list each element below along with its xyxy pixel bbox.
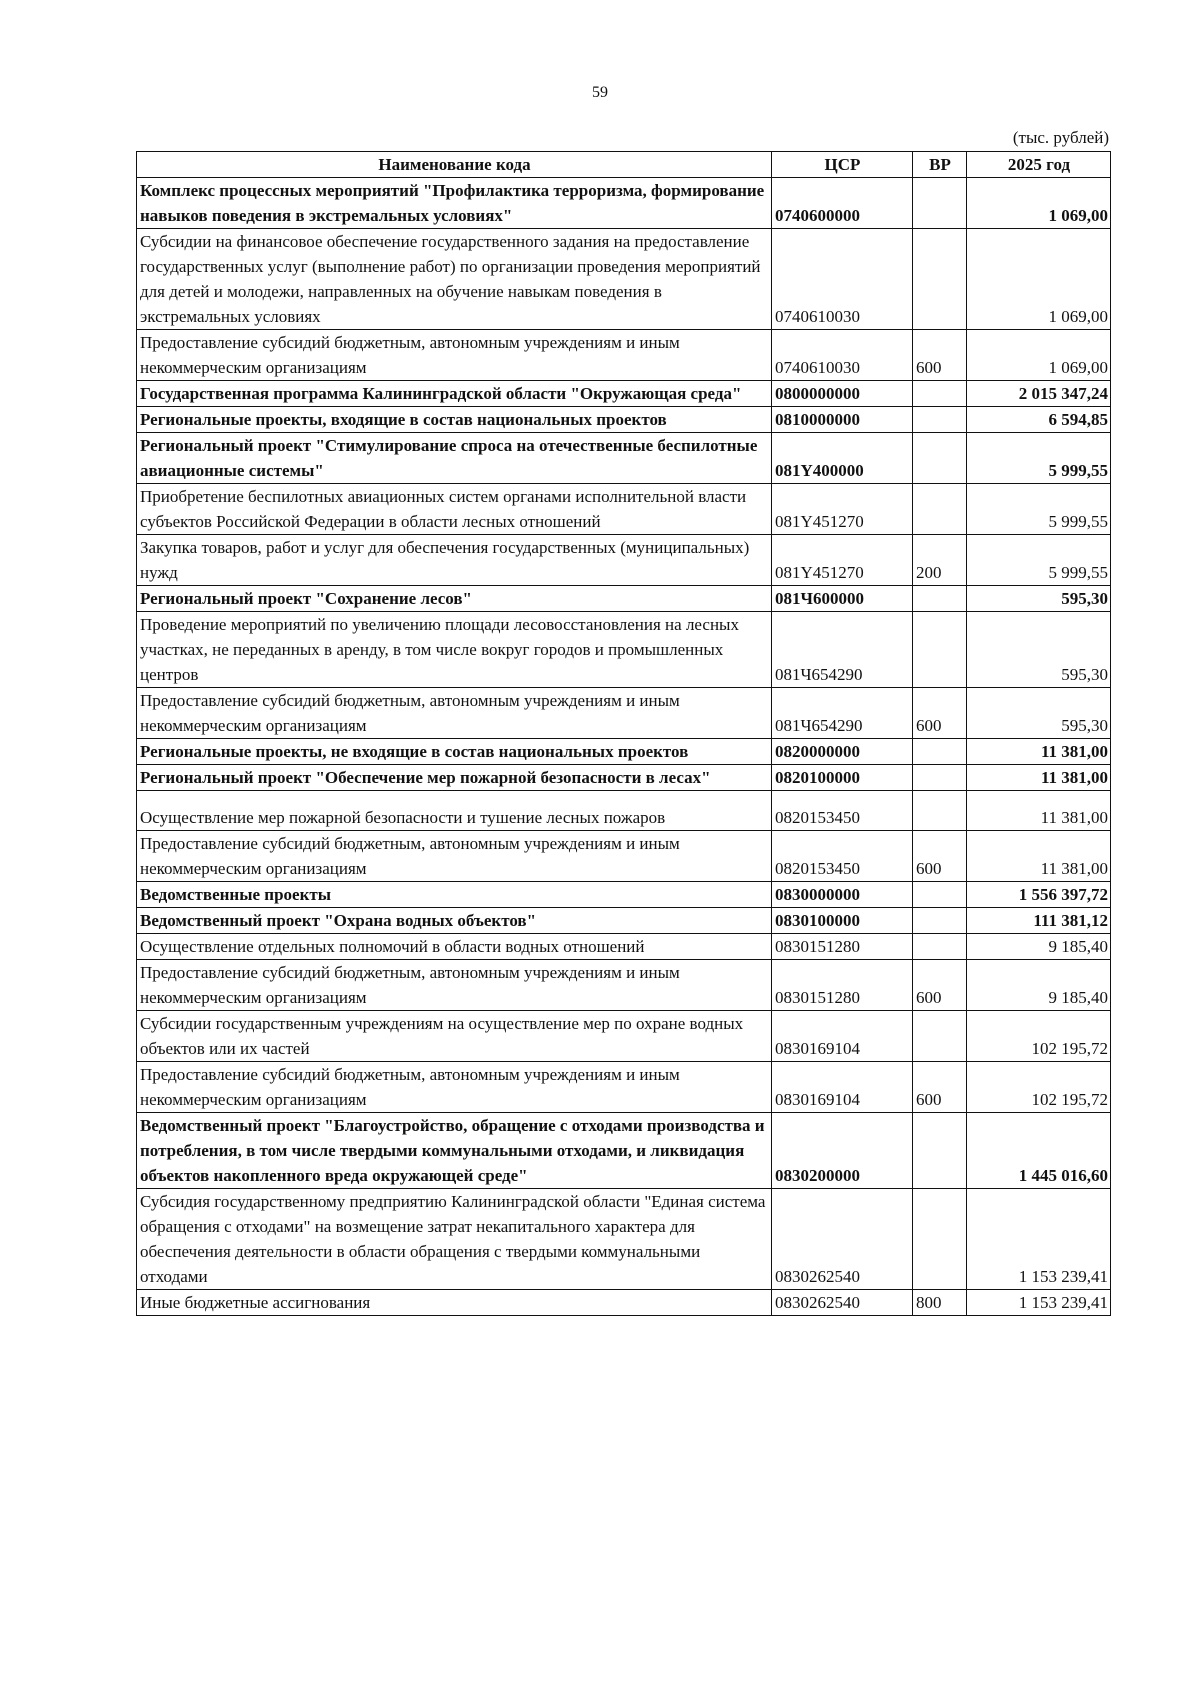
table-row bbox=[137, 739, 1111, 765]
row-csr-cell: 081Ч654290 bbox=[772, 612, 913, 688]
row-name-cell: Региональный проект "Обеспечение мер пожарной безопасности в лесах" bbox=[137, 765, 772, 791]
row-vr-cell: 600 bbox=[913, 831, 967, 882]
table-row bbox=[137, 882, 1111, 908]
budget-table bbox=[136, 151, 1111, 1316]
table-row bbox=[137, 330, 1111, 381]
header-year: 2025 год bbox=[967, 152, 1111, 178]
row-name-cell: Региональный проект "Стимулирование спроса на отечественные беспилотные авиационные системы" bbox=[137, 433, 772, 484]
row-name-cell: Субсидии государственным учреждениям на осуществление мер по охране водных объектов или их частей bbox=[137, 1011, 772, 1062]
row-name-cell: Проведение мероприятий по увеличению площади лесовосстановления на лесных участках, не переданных в аренду, в том числе вокруг городов и промышленных центров bbox=[137, 612, 772, 688]
page-number: 59 bbox=[592, 84, 608, 101]
row-amount-cell: 5 999,55 bbox=[967, 535, 1111, 586]
row-amount-cell: 1 556 397,72 bbox=[967, 882, 1111, 908]
row-csr-cell: 0810000000 bbox=[772, 407, 913, 433]
header-csr: ЦСР bbox=[772, 152, 913, 178]
row-vr-cell bbox=[913, 407, 967, 433]
row-csr-cell: 0740610030 bbox=[772, 330, 913, 381]
table-row bbox=[137, 1189, 1111, 1290]
row-name-cell: Закупка товаров, работ и услуг для обеспечения государственных (муниципальных) нужд bbox=[137, 535, 772, 586]
table-row bbox=[137, 1062, 1111, 1113]
table-body bbox=[137, 178, 1111, 1316]
row-name-cell: Субсидия государственному предприятию Калининградской области "Единая система обращения с отходами" на возмещение затрат некапитального характера для обеспечения деятельности в области обращения с твердыми коммунальными отходами bbox=[137, 1189, 772, 1290]
row-name-cell: Предоставление субсидий бюджетным, автономным учреждениям и иным некоммерческим организациям bbox=[137, 831, 772, 882]
row-name-cell: Осуществление отдельных полномочий в области водных отношений bbox=[137, 934, 772, 960]
row-amount-cell: 1 069,00 bbox=[967, 229, 1111, 330]
row-name-cell: Субсидии на финансовое обеспечение государственного задания на предоставление государственных услуг (выполнение работ) по организации проведения мероприятий для детей и молодежи, направленных на обучение навыкам поведения в экстремальных условиях bbox=[137, 229, 772, 330]
row-csr-cell: 0830169104 bbox=[772, 1062, 913, 1113]
row-vr-cell bbox=[913, 791, 967, 831]
row-vr-cell: 600 bbox=[913, 688, 967, 739]
row-amount-cell: 11 381,00 bbox=[967, 739, 1111, 765]
row-amount-cell: 1 069,00 bbox=[967, 178, 1111, 229]
row-amount-cell: 1 069,00 bbox=[967, 330, 1111, 381]
row-name-cell: Приобретение беспилотных авиационных систем органами исполнительной власти субъектов Российской Федерации в области лесных отношений bbox=[137, 484, 772, 535]
table-row bbox=[137, 791, 1111, 831]
row-vr-cell bbox=[913, 433, 967, 484]
row-name-cell: Предоставление субсидий бюджетным, автономным учреждениям и иным некоммерческим организациям bbox=[137, 688, 772, 739]
row-name-cell: Ведомственные проекты bbox=[137, 882, 772, 908]
table-row bbox=[137, 1113, 1111, 1189]
row-name-cell: Предоставление субсидий бюджетным, автономным учреждениям и иным некоммерческим организациям bbox=[137, 1062, 772, 1113]
row-vr-cell: 600 bbox=[913, 1062, 967, 1113]
row-amount-cell: 595,30 bbox=[967, 612, 1111, 688]
row-csr-cell: 0820153450 bbox=[772, 791, 913, 831]
table-row bbox=[137, 535, 1111, 586]
row-vr-cell bbox=[913, 1113, 967, 1189]
row-amount-cell: 11 381,00 bbox=[967, 791, 1111, 831]
row-vr-cell bbox=[913, 882, 967, 908]
row-name-cell: Иные бюджетные ассигнования bbox=[137, 1290, 772, 1316]
row-csr-cell: 0740610030 bbox=[772, 229, 913, 330]
row-csr-cell: 0740600000 bbox=[772, 178, 913, 229]
units-label: (тыс. рублей) bbox=[1012, 128, 1109, 147]
table-row bbox=[137, 612, 1111, 688]
row-amount-cell: 5 999,55 bbox=[967, 433, 1111, 484]
table-row bbox=[137, 178, 1111, 229]
row-amount-cell: 2 015 347,24 bbox=[967, 381, 1111, 407]
row-vr-cell bbox=[913, 739, 967, 765]
row-vr-cell: 600 bbox=[913, 330, 967, 381]
row-amount-cell: 102 195,72 bbox=[967, 1011, 1111, 1062]
table-header-row bbox=[137, 152, 1111, 178]
row-csr-cell: 0830262540 bbox=[772, 1290, 913, 1316]
row-name-cell: Осуществление мер пожарной безопасности и тушение лесных пожаров bbox=[137, 791, 772, 831]
table-row bbox=[137, 433, 1111, 484]
row-name-cell: Региональные проекты, не входящие в состав национальных проектов bbox=[137, 739, 772, 765]
row-vr-cell bbox=[913, 229, 967, 330]
table-row bbox=[137, 688, 1111, 739]
row-csr-cell: 0830169104 bbox=[772, 1011, 913, 1062]
row-vr-cell bbox=[913, 612, 967, 688]
row-amount-cell: 1 445 016,60 bbox=[967, 1113, 1111, 1189]
row-vr-cell: 600 bbox=[913, 960, 967, 1011]
table-row bbox=[137, 934, 1111, 960]
row-vr-cell bbox=[913, 586, 967, 612]
table-row bbox=[137, 1290, 1111, 1316]
table-row bbox=[137, 407, 1111, 433]
table-row bbox=[137, 1011, 1111, 1062]
row-vr-cell: 800 bbox=[913, 1290, 967, 1316]
row-vr-cell bbox=[913, 1189, 967, 1290]
table-row bbox=[137, 586, 1111, 612]
row-amount-cell: 11 381,00 bbox=[967, 765, 1111, 791]
row-amount-cell: 5 999,55 bbox=[967, 484, 1111, 535]
row-name-cell: Ведомственный проект "Охрана водных объектов" bbox=[137, 908, 772, 934]
row-amount-cell: 9 185,40 bbox=[967, 934, 1111, 960]
row-name-cell: Комплекс процессных мероприятий "Профилактика терроризма, формирование навыков поведения в экстремальных условиях" bbox=[137, 178, 772, 229]
row-name-cell: Региональные проекты, входящие в состав национальных проектов bbox=[137, 407, 772, 433]
row-csr-cell: 081Y451270 bbox=[772, 484, 913, 535]
row-name-cell: Ведомственный проект "Благоустройство, обращение с отходами производства и потребления, в том числе твердыми коммунальными отходами, и ликвидация объектов накопленного вреда окружающей среде" bbox=[137, 1113, 772, 1189]
row-csr-cell: 0830262540 bbox=[772, 1189, 913, 1290]
row-csr-cell: 0820100000 bbox=[772, 765, 913, 791]
row-amount-cell: 6 594,85 bbox=[967, 407, 1111, 433]
row-vr-cell bbox=[913, 934, 967, 960]
row-csr-cell: 0830100000 bbox=[772, 908, 913, 934]
table-row bbox=[137, 831, 1111, 882]
row-csr-cell: 0830000000 bbox=[772, 882, 913, 908]
row-vr-cell bbox=[913, 178, 967, 229]
row-csr-cell: 0830151280 bbox=[772, 934, 913, 960]
row-csr-cell: 0830151280 bbox=[772, 960, 913, 1011]
row-csr-cell: 081Y451270 bbox=[772, 535, 913, 586]
row-name-cell: Региональный проект "Сохранение лесов" bbox=[137, 586, 772, 612]
row-csr-cell: 081Ч654290 bbox=[772, 688, 913, 739]
row-name-cell: Предоставление субсидий бюджетным, автономным учреждениям и иным некоммерческим организациям bbox=[137, 330, 772, 381]
header-vr: ВР bbox=[913, 152, 967, 178]
table-row bbox=[137, 381, 1111, 407]
header-name: Наименование кода bbox=[137, 152, 772, 178]
row-vr-cell bbox=[913, 765, 967, 791]
row-amount-cell: 1 153 239,41 bbox=[967, 1189, 1111, 1290]
row-csr-cell: 081Y400000 bbox=[772, 433, 913, 484]
table-row bbox=[137, 229, 1111, 330]
row-csr-cell: 0820000000 bbox=[772, 739, 913, 765]
row-amount-cell: 11 381,00 bbox=[967, 831, 1111, 882]
row-amount-cell: 1 153 239,41 bbox=[967, 1290, 1111, 1316]
row-vr-cell: 200 bbox=[913, 535, 967, 586]
row-csr-cell: 0830200000 bbox=[772, 1113, 913, 1189]
row-name-cell: Предоставление субсидий бюджетным, автономным учреждениям и иным некоммерческим организациям bbox=[137, 960, 772, 1011]
row-csr-cell: 0800000000 bbox=[772, 381, 913, 407]
row-vr-cell bbox=[913, 484, 967, 535]
table-row bbox=[137, 484, 1111, 535]
row-amount-cell: 595,30 bbox=[967, 586, 1111, 612]
row-amount-cell: 102 195,72 bbox=[967, 1062, 1111, 1113]
row-amount-cell: 9 185,40 bbox=[967, 960, 1111, 1011]
row-vr-cell bbox=[913, 908, 967, 934]
table-row bbox=[137, 765, 1111, 791]
row-csr-cell: 081Ч600000 bbox=[772, 586, 913, 612]
table-row bbox=[137, 908, 1111, 934]
row-amount-cell: 111 381,12 bbox=[967, 908, 1111, 934]
row-amount-cell: 595,30 bbox=[967, 688, 1111, 739]
table-row bbox=[137, 960, 1111, 1011]
row-vr-cell bbox=[913, 381, 967, 407]
row-csr-cell: 0820153450 bbox=[772, 831, 913, 882]
row-vr-cell bbox=[913, 1011, 967, 1062]
row-name-cell: Государственная программа Калининградской области "Окружающая среда" bbox=[137, 381, 772, 407]
